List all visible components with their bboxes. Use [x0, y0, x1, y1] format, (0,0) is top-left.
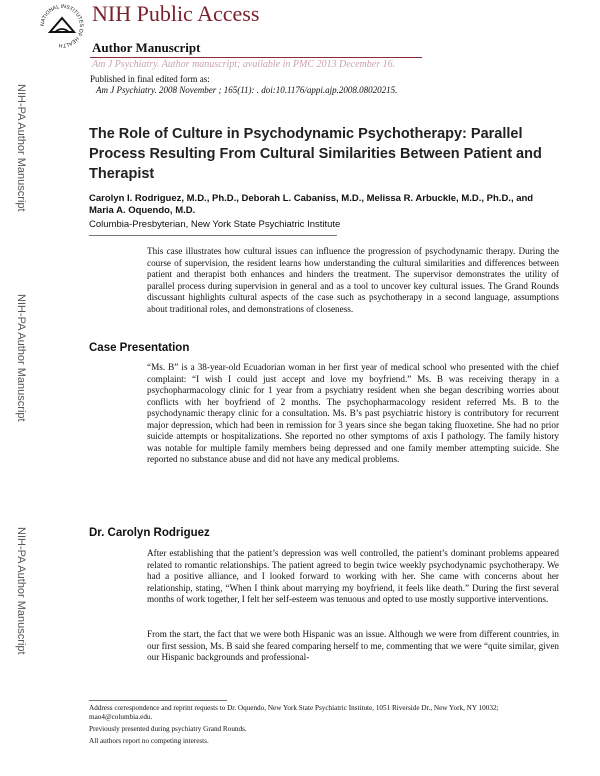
case-presentation-paragraph: “Ms. B” is a 38-year-old Ecuadorian woman in her first year of medical school who presented with the chief complaint: “I wish I could just accept and love my boyfriend.” Ms. B was receiving therapy in a psychopharmacology clinic for 1 year from a psychiatry resident when she began describing worries about conflicts with her boyfriend of 2 months. The psychopharmacology resident referred Ms. B to the psychodynamic therapy clinic for a consultation. Ms. B’s past psychiatric history is contributory for recurrent major depression, which had been in remission for 3 years since she began taking fluoxetine. She had no prior suicide attempts or hospitalizations. She reported no other symptoms of axis I pathology. The family history was notable for multiple family members being depressed and one family member attempting suicide. She reported no substance abuse and did not have any medical problems.: [147, 362, 559, 464]
citation-text: Am J Psychiatry. 2008 November ; 165(11): . doi:10.1176/appi.ajp.2008.08020215.: [96, 85, 398, 95]
citation-line: [96, 85, 397, 95]
footnote-competing-interests: All authors report no competing interests.: [89, 737, 209, 745]
article-title: The Role of Culture in Psychodynamic Psychotherapy: Parallel Process Resulting From Cultural Similarities Between Patient and Therapist: [89, 126, 542, 182]
affiliation-divider: [89, 235, 337, 236]
nih-logo: [38, 2, 86, 50]
footnote-previously-presented: Previously presented during psychiatry Grand Rounds.: [89, 725, 247, 733]
svg-text:NATIONAL INSTITUTES OF HEALTH: [40, 4, 84, 48]
author-list: Carolyn I. Rodriguez, M.D., Ph.D., Deborah L. Cabaniss, M.D., Melissa R. Arbuckle, M.D., Ph.D., and Maria A. Oquendo, M.D.: [89, 193, 534, 216]
logo-arc-text: NATIONAL INSTITUTES OF HEALTH: [39, 3, 85, 49]
published-note: Published in final edited form as:: [90, 74, 210, 84]
side-label: NIH-PA Author Manuscript: [15, 294, 27, 422]
footnote-correspondence: Address correspondence and reprint requests to Dr. Oquendo, New York State Psychiatric Institute, 1051 Riverside Dr., New York, NY 10032; mao4@columbia.edu.: [89, 704, 499, 721]
abstract: This case illustrates how cultural issues can influence the progression of psychodynamic therapy. During the course of supervision, the resident learns how understanding the cultural similarities and differences between patient and therapist both enhances and hinders the treatment. The supervisor demonstrates the utility of parallel process during supervision in general and as a tool to uncover key cultural issues. The Grand Rounds discussant highlights cultural aspects of the case such as psychotherapy in a second language, assumptions about traditional roles, and demonstrations of closeness.: [147, 246, 559, 314]
affiliation: Columbia-Presbyterian, New York State Psychiatric Institute: [89, 219, 341, 230]
section-heading-dr-rodriguez: Dr. Carolyn Rodriguez: [89, 527, 210, 539]
rodriguez-paragraph-2: From the start, the fact that we were both Hispanic was an issue. Although we were from different countries, in our first session, Ms. B said she feared comparing herself to me, commenting that we were “quite similar, given our Hispanic backgrounds and professional-: [147, 629, 559, 662]
header-divider: [90, 57, 422, 58]
nih-public-access-title: NIH Public Access: [92, 1, 260, 26]
section-heading-case-presentation: Case Presentation: [89, 342, 190, 354]
availability-line: Am J Psychiatry. Author manuscript; available in PMC 2013 December 16.: [92, 59, 396, 70]
side-label: NIH-PA Author Manuscript: [15, 84, 27, 212]
footnote-divider: [89, 700, 227, 701]
side-label: NIH-PA Author Manuscript: [15, 527, 27, 655]
rodriguez-paragraph-1: After establishing that the patient’s depression was well controlled, the patient’s dominant problems appeared related to romantic relationships. The patient agreed to begin twice weekly psychodynamic psychotherapy. We had a positive alliance, and I looked forward to working with her. She came with concerns about her relationship, stating, “When I think about marrying my boyfriend, it feels like death.” During the first several months of work together, I felt her self-esteem was tenuous and opted to use mostly supportive interventions.: [147, 548, 559, 604]
author-manuscript-label: Author Manuscript: [92, 40, 201, 55]
